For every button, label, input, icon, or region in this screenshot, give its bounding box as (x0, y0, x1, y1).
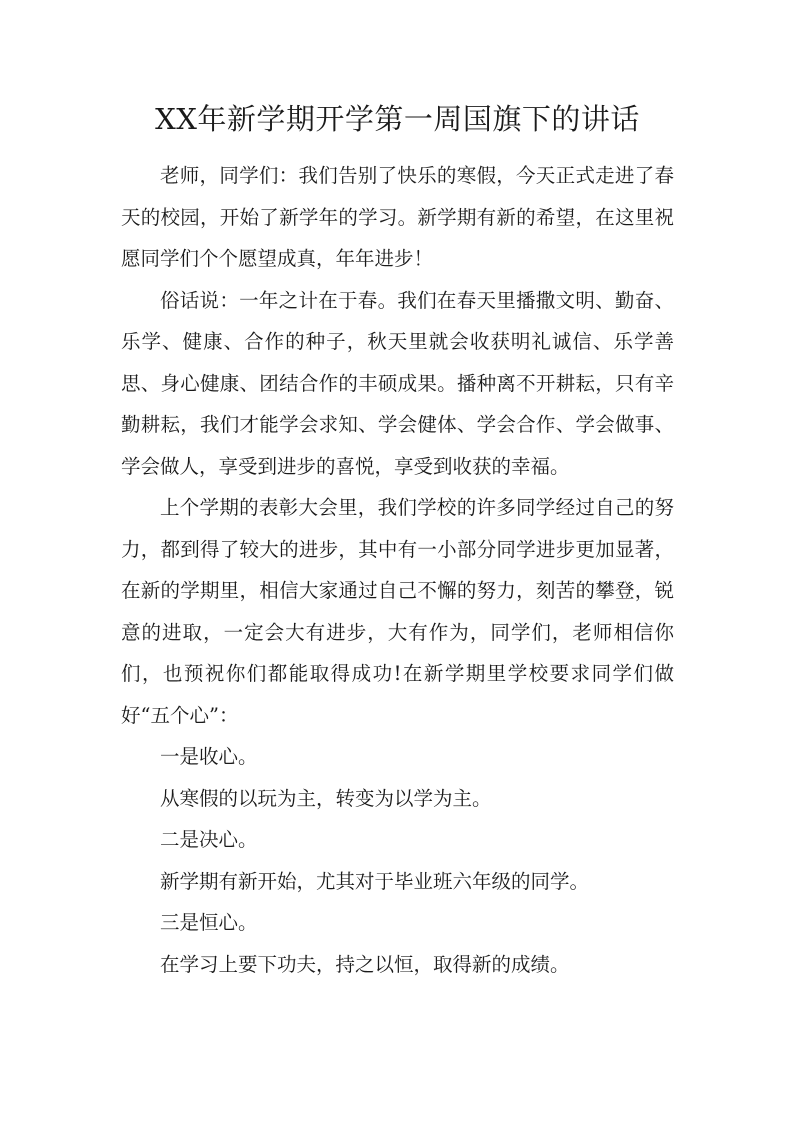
paragraph-heart-1-detail: 从寒假的以玩为主，转变为以学为主。 (160, 786, 492, 810)
paragraph-heart-2: 二是决心。 (160, 828, 258, 851)
paragraph-last-semester: 上个学期的表彰大会里，我们学校的许多同学经过自己的努力，都到得了较大的进步，其中有一小部分同学进步更加显著，在新的学期里，相信大家通过自己不懈的努力，刻苦的攀登，锐意的进取，一定会大有进步，大有作为，同学们，老师相信你们，也预祝你们都能取得成功!在新学期里学校要求同学们做好“五个心”： (121, 496, 674, 727)
paragraph-heart-2-detail: 新学期有新开始，尤其对于毕业班六年级的同学。 (160, 869, 590, 893)
paragraph-heart-3: 三是恒心。 (160, 911, 258, 934)
paragraph-greeting: 老师，同学们：我们告别了快乐的寒假，今天正式走进了春天的校园，开始了新学年的学习。新学期有新的希望，在这里祝愿同学们个个愿望成真，年年进步！ (121, 164, 674, 270)
paragraph-heart-3-detail: 在学习上要下功夫，持之以恒，取得新的成绩。 (160, 952, 570, 976)
document-title: XX年新学期开学第一周国旗下的讲话 (155, 102, 640, 136)
paragraph-proverb: 俗话说：一年之计在于春。我们在春天里播撒文明、勤奋、乐学、健康、合作的种子，秋天里就会收获明礼诚信、乐学善思、身心健康、团结合作的丰硕成果。播种离不开耕耘，只有辛勤耕耘，我们才能学会求知、学会健体、学会合作、学会做事、学会做人，享受到进步的喜悦，享受到收获的幸福。 (121, 288, 674, 478)
document-body (121, 155, 674, 985)
paragraph-heart-1: 一是收心。 (160, 745, 258, 768)
